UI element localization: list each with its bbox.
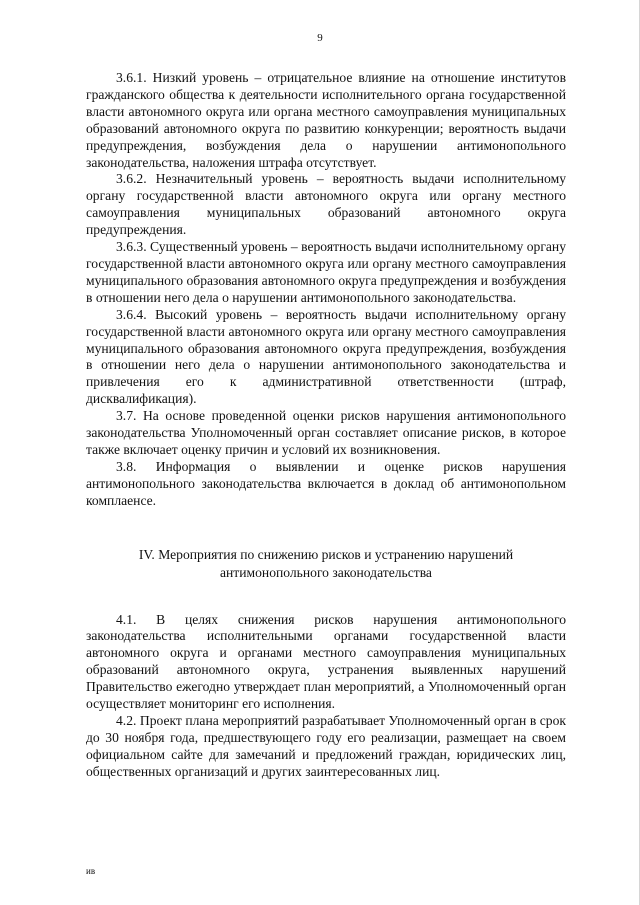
footer-initials: ив xyxy=(86,866,96,876)
section-heading-line-1: IV. Мероприятия по снижению рисков и устранению нарушений xyxy=(138,546,514,562)
paragraph-3-7: 3.7. На основе проведенной оценки рисков нарушения антимонопольного законодательства Уполномоченный орган составляет описание рисков, в которое также включает оценку причин и условий их возникновения. xyxy=(86,408,566,457)
paragraph-3-6-2: 3.6.2. Незначительный уровень – вероятность выдачи исполнительному органу государственной власти автономного округа или органу местного самоуправления муниципальных образований автономного округа предупреждения. xyxy=(86,171,566,238)
paragraph-3-6-4: 3.6.4. Высокий уровень – вероятность выдачи исполнительному органу государственной власти автономного округа или органу местного самоуправления муниципального образования автономного округа предупреждения, возбуждения в отношении него дела о нарушении антимонопольного законодательства и привлечения его к административной ответственности (штраф, дисквалификация). xyxy=(86,306,566,407)
document-body xyxy=(86,70,566,781)
page-number: 9 xyxy=(317,32,323,44)
paragraph-4-2: 4.2. Проект плана мероприятий разрабатывает Уполномоченный орган в срок до 30 ноября года, предшествующего году его реализации, размещает на своем официальном сайте для замечаний и предложений граждан, юридических лиц, общественных организаций и других заинтересованных лиц. xyxy=(86,713,566,779)
section-heading xyxy=(86,546,566,582)
paragraph-3-8: 3.8. Информация о выявлении и оценке рисков нарушения антимонопольного законодательства включается в доклад об антимонопольном комплаенсе. xyxy=(86,458,566,508)
paragraph-3-6-1: 3.6.1. Низкий уровень – отрицательное влияние на отношение институтов гражданского общества к деятельности исполнительного органа государственной власти автономного округа или органа местного самоуправления муниципальных образований автономного округа по развитию конкуренции; вероятность выдачи предупреждения, возбуждения дела о нарушении антимонопольного законодательства, наложения штрафа отсутствует. xyxy=(86,70,566,170)
paragraph-3-6-3: 3.6.3. Существенный уровень – вероятность выдачи исполнительному органу государственной власти автономного округа или органу местного самоуправления муниципального образования автономного округа предупреждения и возбуждения в отношении него дела о нарушении антимонопольного законодательства. xyxy=(86,239,566,305)
section-heading-line-2: антимонопольного законодательства xyxy=(220,564,432,580)
paragraph-4-1: 4.1. В целях снижения рисков нарушения антимонопольного законодательства исполнительными органами государственной власти автономного округа и органами местного самоуправления муниципальных образований автономного округа, устранения выявленных нарушений Правительство ежегодно утверждает план мероприятий, а Уполномоченный орган осуществляет мониторинг его исполнения. xyxy=(86,611,566,712)
